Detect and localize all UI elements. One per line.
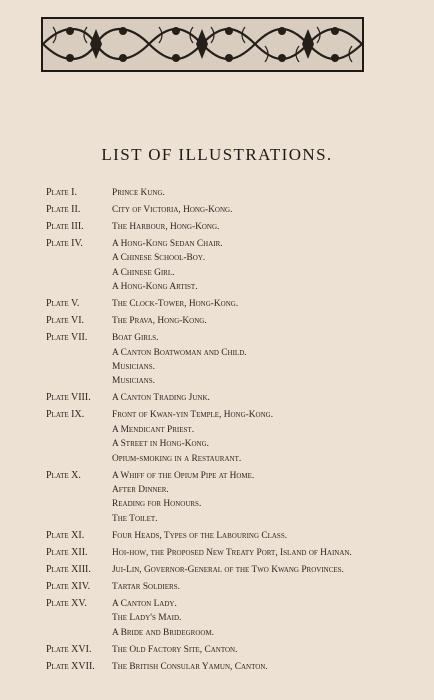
plate-items	[112, 408, 431, 466]
plate-label: Plate XIII.	[46, 563, 91, 575]
illustration-title: A Chinese Girl.	[112, 267, 175, 278]
illustration-title: The Harbour, Hong-Kong.	[112, 222, 220, 232]
plate-items	[112, 203, 431, 217]
illustration-title: City of Victoria, Hong-Kong.	[112, 205, 233, 215]
plate-entry	[46, 529, 431, 543]
illustration-title: A Canton Boatwoman and Child.	[112, 347, 247, 358]
plate-label: Plate XVII.	[46, 660, 95, 672]
plate-label: Plate XI.	[46, 529, 85, 541]
plate-items	[112, 297, 431, 311]
illustration-title: The Toilet.	[112, 513, 158, 524]
plate-label: Plate VI.	[46, 315, 85, 327]
plate-entry	[46, 660, 431, 674]
illustration-title: A Hong-Kong Artist.	[112, 282, 198, 293]
illustration-title: Tartar Soldiers.	[112, 581, 180, 592]
plate-label: Plate XIV.	[46, 580, 91, 592]
illustration-title: The British Consular Yamun, Canton.	[112, 661, 268, 672]
plate-items	[112, 597, 431, 640]
plate-items	[112, 186, 431, 200]
plate-label: Plate XV.	[46, 597, 87, 609]
plate-items	[112, 660, 431, 674]
plate-entry	[46, 597, 431, 640]
illustration-title: The Clock-Tower, Hong-Kong.	[112, 299, 239, 310]
plate-label: Plate V.	[46, 298, 80, 310]
plate-items	[112, 391, 431, 405]
plate-entry	[46, 297, 431, 311]
illustration-title: The Lady's Maid.	[112, 613, 182, 624]
plate-entry	[46, 391, 431, 405]
illustration-title: The Old Factory Site, Canton.	[112, 644, 238, 655]
page-title: LIST OF ILLUSTRATIONS.	[101, 145, 333, 164]
plate-entry	[46, 220, 431, 234]
plate-label: Plate I.	[46, 187, 77, 198]
illustration-title: A Whiff of the Opium Pipe at Home.	[112, 470, 255, 481]
illustration-title: Four Heads, Types of the Labouring Class.	[112, 530, 288, 541]
plate-entry	[46, 237, 431, 295]
illustration-title: The Prava, Hong-Kong.	[112, 316, 207, 327]
plate-entry	[46, 331, 431, 389]
illustration-title: A Mendicant Priest.	[112, 424, 195, 435]
plate-items	[112, 580, 431, 594]
illustration-title: Reading for Honours.	[112, 499, 202, 510]
illustration-title: Jui-Lin, Governor-General of the Two Kwang Provinces.	[112, 564, 344, 575]
plate-entry	[46, 580, 431, 594]
plate-items	[112, 469, 431, 527]
plate-label: Plate II.	[46, 204, 81, 215]
plate-label: Plate XII.	[46, 546, 88, 558]
illustration-list	[46, 186, 431, 677]
plate-entry	[46, 408, 431, 466]
plate-items	[112, 314, 431, 328]
plate-entry	[46, 563, 431, 577]
plate-items	[112, 643, 431, 657]
decorative-header-ornament	[41, 17, 364, 72]
illustration-title: A Hong-Kong Sedan Chair.	[112, 239, 223, 249]
illustration-title: A Chinese School-Boy.	[112, 253, 206, 264]
plate-entry	[46, 314, 431, 328]
plate-items	[112, 563, 431, 577]
plate-entry	[46, 469, 431, 527]
plate-items	[112, 529, 431, 543]
illustration-title: Musicians.	[112, 362, 155, 373]
plate-items	[112, 220, 431, 234]
illustration-title: Prince Kung.	[112, 188, 165, 198]
illustration-title: Opium-smoking in a Restaurant.	[112, 453, 242, 464]
illustration-title: Front of Kwan-yin Temple, Hong-Kong.	[112, 410, 274, 421]
illustration-title: Hoi-how, the Proposed New Treaty Port, Island of Hainan.	[112, 547, 352, 558]
plate-label: Plate VIII.	[46, 392, 91, 404]
plate-entry	[46, 643, 431, 657]
plate-label: Plate IV.	[46, 238, 83, 249]
illustration-title: A Canton Trading Junk.	[112, 393, 210, 404]
illustration-title: Boat Girls.	[112, 333, 159, 344]
plate-items	[112, 546, 431, 560]
plate-entry	[46, 546, 431, 560]
illustration-title: A Bride and Bridegroom.	[112, 627, 215, 638]
illustration-title: Musicians.	[112, 376, 155, 387]
plate-label: Plate VII.	[46, 332, 88, 344]
plate-label: Plate XVI.	[46, 643, 92, 655]
plate-items	[112, 237, 431, 295]
illustration-title: A Street in Hong-Kong.	[112, 439, 209, 450]
plate-label: Plate X.	[46, 469, 81, 481]
illustration-title: After Dinner.	[112, 485, 169, 496]
illustration-title: A Canton Lady.	[112, 598, 177, 609]
plate-label: Plate III.	[46, 221, 84, 232]
plate-entry	[46, 186, 431, 200]
plate-entry	[46, 203, 431, 217]
plate-items	[112, 331, 431, 389]
plate-label: Plate IX.	[46, 409, 85, 421]
